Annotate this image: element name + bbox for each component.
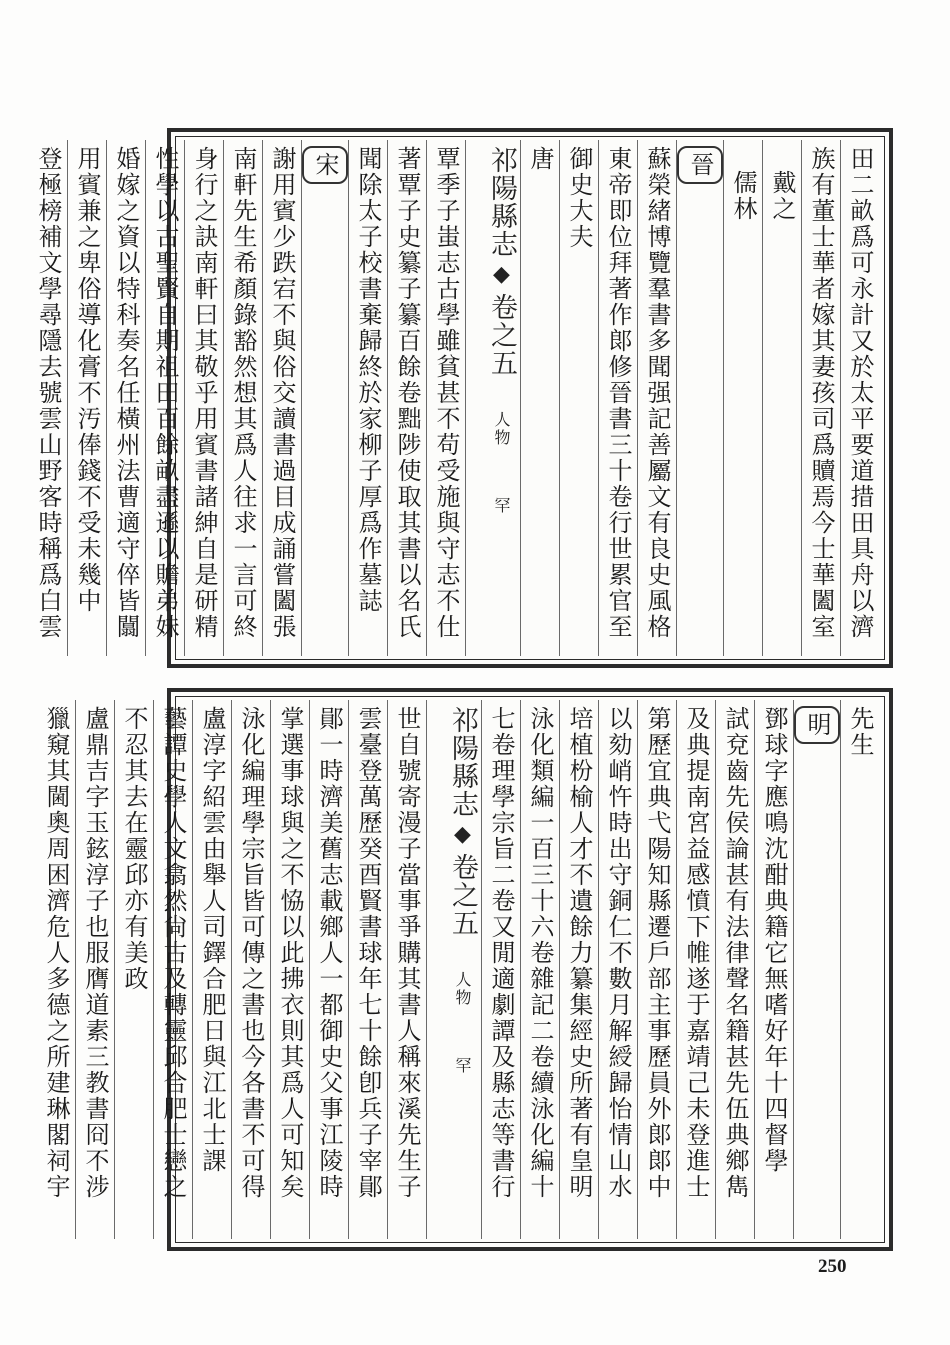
dynasty-label: 明 bbox=[794, 706, 840, 744]
text-column: 謝用賓少跌宕不與俗交讀書過目成誦嘗闔張 bbox=[262, 140, 301, 656]
volume-label: 卷之五 bbox=[486, 293, 517, 377]
text-column: 第歷宜典弋陽知縣遷戶部主事歷員外郞郞中 bbox=[637, 700, 676, 1239]
text-column: 南軒先生希顏錄豁然想其爲人往求一言可終 bbox=[223, 140, 262, 656]
text-column: 泳化編理學宗旨皆可傳之書也今各書不可得 bbox=[231, 700, 270, 1239]
text-column: 鄖一時濟美舊志載鄉人一都御史父事江陵時 bbox=[309, 700, 348, 1239]
text-column: 聞除太子校書棄歸終於家柳子厚爲作墓誌 bbox=[348, 140, 387, 656]
text-column: 獵窺其閫奧周困濟危人多德之所建琳閣祠宇 bbox=[42, 706, 70, 1200]
text-column: 盧鼎吉字玉鉉淳子也服膺道素三教書冏不涉 bbox=[75, 700, 114, 1239]
text-column: 著覃子史纂子纂百餘卷黜陟使取其書以名氏 bbox=[387, 140, 426, 656]
text-column: 雲臺登萬歷癸酉賢書球年七十餘卽兵子宰鄖 bbox=[348, 700, 387, 1239]
dynasty-heading bbox=[793, 700, 840, 1239]
text-column: 不忍其去在靈邱亦有美政 bbox=[114, 700, 153, 1239]
section-label: 人物 bbox=[492, 411, 511, 447]
top-book-page bbox=[34, 128, 893, 668]
text-column: 泳化類編一百三十六卷雜記二卷續泳化編十 bbox=[520, 700, 559, 1239]
text-column: 蘇榮緒博覽羣書多聞强記善屬文有良史風格 bbox=[637, 140, 676, 656]
text-column: 性學以古聖賢自期祖田百餘畝盡遜以贍弟妹 bbox=[145, 140, 184, 656]
section-heading bbox=[723, 140, 762, 656]
volume-label: 卷之五 bbox=[447, 853, 478, 937]
text-column: 族有董士華者嫁其妻孩司爲贖焉今士華闔室 bbox=[801, 140, 840, 656]
text-column: 培植枌榆人才不遺餘力纂集經史所著有皇明 bbox=[559, 700, 598, 1239]
text-column: 先生 bbox=[840, 700, 879, 1239]
text-column: 及典提南宮益感憤下帷遂于嘉靖己未登進士 bbox=[676, 700, 715, 1239]
page-number: 250 bbox=[818, 1256, 847, 1277]
dynasty-heading bbox=[301, 140, 348, 656]
fish-tail-icon: ◆ bbox=[489, 262, 514, 289]
dynasty-label: 晉 bbox=[677, 146, 723, 184]
fold-spine bbox=[465, 140, 520, 656]
top-page-columns bbox=[34, 140, 879, 656]
text-column: 試兗齒先侯論甚有法律聲名籍甚先伍典鄉雋 bbox=[715, 700, 754, 1239]
dynasty-heading bbox=[520, 140, 559, 656]
book-title: 祁陽縣志 bbox=[447, 706, 478, 818]
text-column: 婚嫁之資以特科奏名任橫州法曹適守倅皆闒 bbox=[106, 140, 145, 656]
text-column: 世自號寄漫子當事爭購其書人稱來溪先生子 bbox=[387, 700, 426, 1239]
section-heading-label: 儒林 bbox=[729, 170, 757, 222]
leaf-number: 罕 bbox=[453, 1057, 472, 1075]
text-column: 御史大夫 bbox=[559, 140, 598, 656]
text-column-content: 戴之 bbox=[768, 170, 796, 222]
bottom-page-columns bbox=[42, 700, 879, 1239]
text-column bbox=[762, 140, 801, 656]
text-column: 覃季子蚩志古學雖貧甚不苟受施與守志不仕 bbox=[426, 140, 465, 656]
text-column: 以劾峭忤時出守銅仁不數月解綬歸怡情山水 bbox=[598, 700, 637, 1239]
dynasty-label: 唐 bbox=[526, 146, 554, 172]
text-column: 掌選事球與之不恊以此拂衣則其爲人可知矣 bbox=[270, 700, 309, 1239]
text-column: 登極榜補文學尋隱去號雲山野客時稱爲白雲 bbox=[34, 146, 62, 640]
fold-spine bbox=[426, 700, 481, 1239]
text-column: 盧淳字紹雲由舉人司鐸合肥日與江北士課 bbox=[192, 700, 231, 1239]
text-column: 身行之訣南軒曰其敬乎用賓書諸紳自是研精 bbox=[184, 140, 223, 656]
leaf-number: 罕 bbox=[492, 497, 511, 515]
text-column: 田二畝爲可永計又於太平要道措田具舟以濟 bbox=[840, 140, 879, 656]
text-column: 七卷理學宗旨二卷又閒適劇譚及縣志等書行 bbox=[481, 700, 520, 1239]
dynasty-label: 宋 bbox=[302, 146, 348, 184]
text-column: 藝譚史學人文翕然尙古及轉靈邱合肥士戀之 bbox=[153, 700, 192, 1239]
fish-tail-icon: ◆ bbox=[450, 822, 475, 849]
bottom-book-page bbox=[42, 688, 893, 1251]
text-column: 用賓兼之卑俗導化膏不汚俸錢不受未幾中 bbox=[67, 140, 106, 656]
section-label: 人物 bbox=[453, 971, 472, 1007]
text-column: 鄧球字應鳴沈酣典籍它無嗜好年十四督學 bbox=[754, 700, 793, 1239]
dynasty-heading bbox=[676, 140, 723, 656]
text-column: 東帝即位拜著作郞修晉書三十卷行世累官至 bbox=[598, 140, 637, 656]
book-title: 祁陽縣志 bbox=[486, 146, 517, 258]
